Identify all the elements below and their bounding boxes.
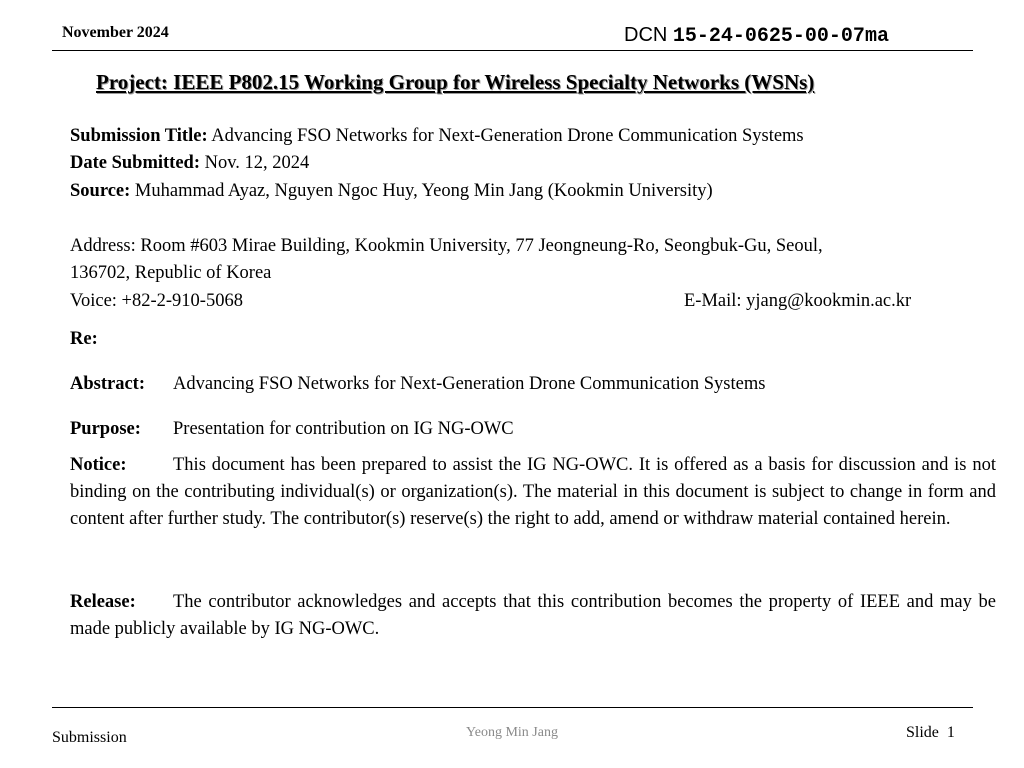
submission-title-line [70,126,804,147]
purpose-value: Presentation for contribution on IG NG-OWC [173,419,514,439]
footer-slide [906,724,955,742]
source-value: Muhammad Ayaz, Nguyen Ngoc Huy, Yeong Min Jang (Kookmin University) [134,181,713,201]
date-submitted-line [70,153,309,174]
header-date: November 2024 [62,24,169,41]
address-line-1: Address: Room #603 Mirae Building, Kookmin University, 77 Jeongneung-Ro, Seongbuk-Gu, Seoul, [70,236,823,256]
footer-author: Yeong Min Jang [466,725,558,740]
submission-title-value: Advancing FSO Networks for Next-Generation Drone Communication Systems [211,126,804,146]
header-dcn [624,24,889,48]
abstract-label: Abstract: [70,374,146,394]
release-label: Release: [70,592,136,612]
slide-number: 1 [946,724,955,741]
abstract-value: Advancing FSO Networks for Next-Generation Drone Communication Systems [173,374,766,394]
source-label: Source: [70,181,131,201]
notice-label: Notice: [70,455,127,475]
dcn-prefix: DCN [624,24,668,46]
address-line-2: 136702, Republic of Korea [70,263,272,283]
source-line [70,181,713,202]
dcn-number: 15-24-0625-00-07ma [672,25,889,48]
email-line: E-Mail: yjang@kookmin.ac.kr [684,291,912,311]
slide-label: Slide [906,724,939,741]
date-submitted-label: Date Submitted: [70,153,201,173]
purpose-line [70,419,514,440]
release-paragraph [70,589,996,643]
date-submitted-value: Nov. 12, 2024 [204,153,310,173]
purpose-label: Purpose: [70,419,141,439]
voice-line: Voice: +82-2-910-5068 [70,291,243,311]
re-label: Re: [70,329,98,349]
release-value: The contributor acknowledges and accepts that this contribution becomes the property of IEEE and may be made publicly available by IG NG-OWC. [70,592,996,639]
notice-paragraph [70,452,996,533]
notice-value: This document has been prepared to assist the IG NG-OWC. It is offered as a basis for discussion and is not binding on the contributing individual(s) or organization(s). The material in this document is subject to change in form and content after further study. The contributor(s) reserve(s) the right to add, amend or withdraw material contained herein. [70,455,996,529]
footer-divider [52,707,973,708]
project-title: Project: IEEE P802.15 Working Group for Wireless Specialty Networks (WSNs) [96,70,815,94]
header-divider [52,50,973,51]
footer-submission: Submission [52,729,127,746]
abstract-line [70,374,765,395]
submission-title-label: Submission Title: [70,126,208,146]
